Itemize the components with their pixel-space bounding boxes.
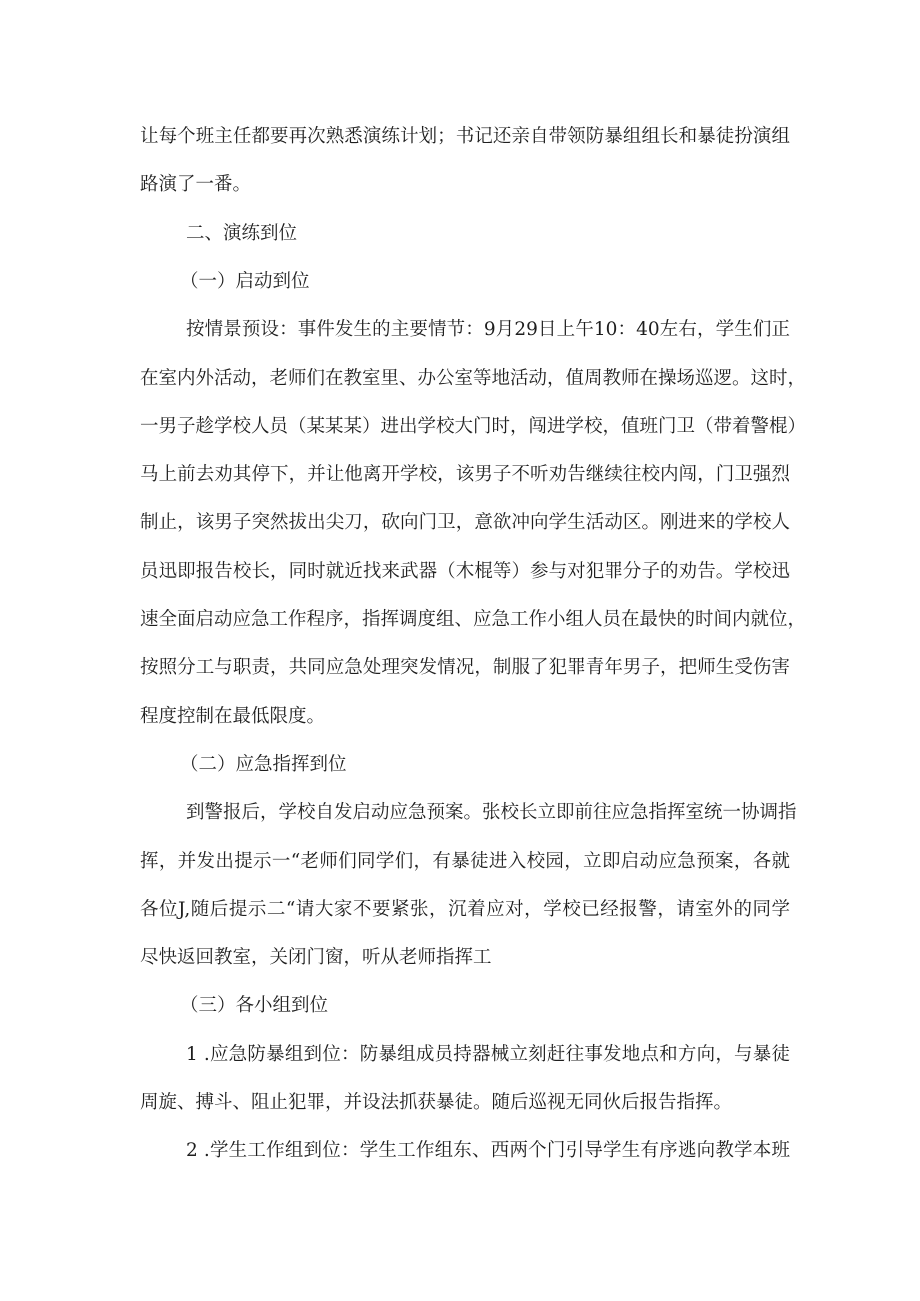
paragraph-line: 一男子趁学校人员（某某某）进出学校大门时，闯进学校，值班门卫（带着警棍）	[140, 415, 807, 437]
paragraph-line: 按情景预设：事件发生的主要情节：9月29日上午10：40左右，学生们正	[186, 319, 790, 341]
section-heading: 二、演练到位	[186, 222, 298, 244]
section-heading: （三）各小组到位	[180, 995, 329, 1017]
paragraph-line: 2 .学生工作组到位：学生工作组东、西两个门引导学生有序逃向教学本班	[186, 1140, 790, 1162]
paragraph-line: 速全面启动应急工作程序，指挥调度组、应急工作小组人员在最快的时间内就位，	[140, 609, 807, 630]
section-heading: （二）应急指挥到位	[180, 753, 347, 775]
paragraph-line: 尽快返回教室，关闭门窗，听从老师指挥工	[140, 947, 492, 969]
paragraph-line: 让每个班主任都要再次熟悉演练计划；书记还亲自带领防暴组组长和暴徒扮演组	[140, 126, 790, 147]
paragraph-line: 程度控制在最低限度。	[140, 705, 326, 727]
paragraph-line: 各位J,随后提示二“请大家不要紧张，沉着应对，学校已经报警，请室外的同学	[140, 898, 790, 920]
paragraph-line: 制止，该男子突然拔出尖刀，砍向门卫，意欲冲向学生活动区。刚进来的学校人	[140, 512, 790, 534]
paragraph-line: 周旋、搏斗、阻止犯罪，并设法抓获暴徒。随后巡视无同伙后报告指挥。	[140, 1092, 733, 1113]
paragraph-line: 按照分工与职责，共同应急处理突发情况，制服了犯罪青年男子，把师生受伤害	[140, 657, 790, 679]
paragraph-line: 马上前去劝其停下，并让他离开学校，该男子不听劝告继续往校内闯，门卫强烈	[140, 464, 790, 486]
paragraph-line: 挥，并发出提示一“老师们同学们，有暴徒进入校园，立即启动应急预案，各就	[140, 850, 790, 872]
paragraph-line: 员迅即报告校长，同时就近找来武器（木棍等）参与对犯罪分子的劝告。学校迅	[140, 560, 790, 582]
paragraph-line: 路演了一番。	[140, 174, 252, 196]
section-heading: （一）启动到位	[180, 270, 310, 292]
paragraph-line: 1 .应急防暴组到位：防暴组成员持器械立刻赶往事发地点和方向，与暴徒	[186, 1043, 790, 1065]
paragraph-line: 在室内外活动，老师们在教室里、办公室等地活动，值周教师在操场巡逻。这时，	[140, 367, 807, 389]
paragraph-line: 到警报后，学校自发启动应急预案。张校长立即前往应急指挥室统一协调指	[186, 802, 797, 824]
